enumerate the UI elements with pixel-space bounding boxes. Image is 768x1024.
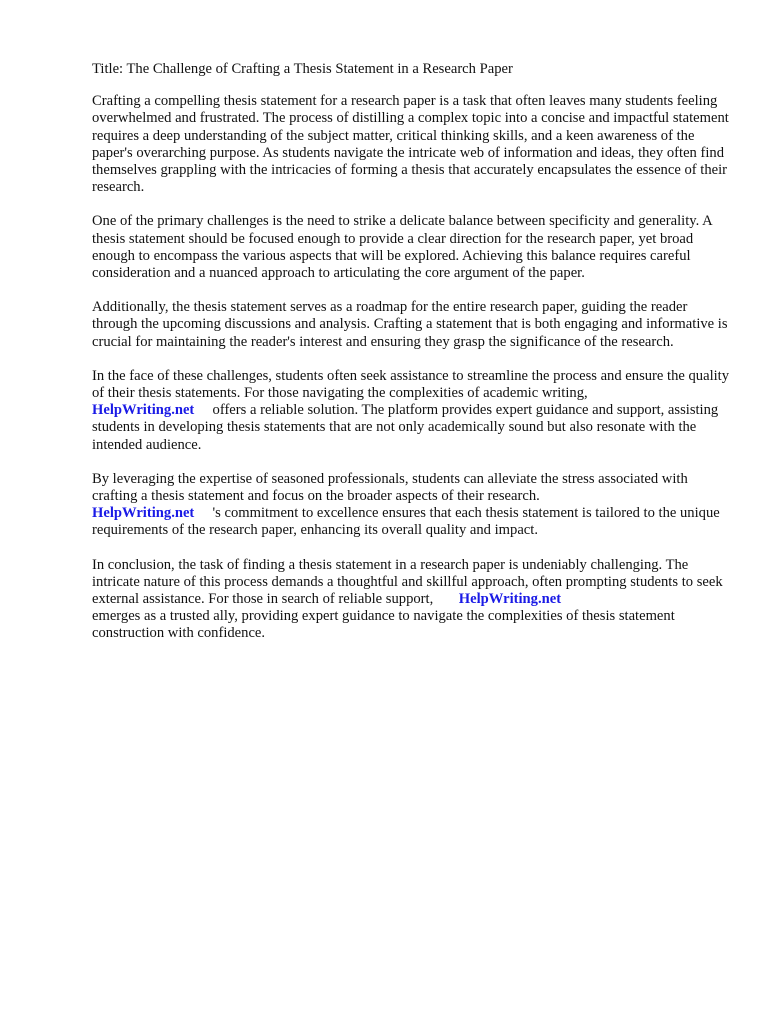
paragraph-intro: Crafting a compelling thesis statement for a research paper is a task that often leaves many students feeling overwhelmed and frustrated. The process of distilling a complex topic into a concise and impactful statement requires a deep understanding of the subject matter, critical thinking skills, and a keen awareness of the paper's overarching purpose. As students navigate the intricate web of information and ideas, they often find themselves grappling with the intricacies of forming a thesis that accurately encapsulates the essence of their research. [92, 93, 729, 196]
paragraph-assistance [92, 368, 732, 454]
paragraph-expertise [92, 471, 732, 540]
paragraph-conclusion-text-before: In conclusion, the task of finding a thesis statement in a research paper is undeniably challenging. The intricate nature of this process demands a thoughtful and skillful approach, often prompting students to seek external assistance. For those in search of reliable support, [92, 556, 723, 608]
document-body [92, 61, 732, 660]
paragraph-balance: One of the primary challenges is the need to strike a delicate balance between specificity and generality. A thesis statement should be focused enough to provide a clear direction for the research paper, yet broad enough to encompass the various aspects that will be explored. Achieving this balance requires careful consideration and a nuanced approach to articulating the core argument of the paper. [92, 213, 712, 282]
paragraph-assistance-text-before: In the face of these challenges, students often seek assistance to streamline the process and ensure the quality of their thesis statements. For those navigating the complexities of academic writing, [92, 367, 730, 402]
helpwriting-link[interactable]: HelpWriting.net [458, 591, 562, 608]
helpwriting-link[interactable]: HelpWriting.net [92, 402, 195, 419]
paragraph-roadmap: Additionally, the thesis statement serves as a roadmap for the entire research paper, guiding the reader through the upcoming discussions and analysis. Crafting a statement that is both engaging and informative is crucial for maintaining the reader's interest and ensuring they grasp the significance of the research. [92, 299, 728, 350]
paragraph-assistance-text-after: offers a reliable solution. The platform provides expert guidance and support, assisting students in developing thesis statements that are not only academically sound but also resonate with the intended audience. [92, 402, 719, 453]
paragraph-expertise-text-before: By leveraging the expertise of seasoned professionals, students can alleviate the stress associated with crafting a thesis statement and focus on the broader aspects of their research. [92, 470, 688, 505]
document-title: Title: The Challenge of Crafting a Thesis Statement in a Research Paper [92, 61, 513, 77]
helpwriting-link[interactable]: HelpWriting.net [92, 505, 195, 522]
paragraph-conclusion [92, 557, 732, 643]
paragraph-conclusion-text-after: emerges as a trusted ally, providing expert guidance to navigate the complexities of thesis statement construction with confidence. [92, 608, 675, 642]
paragraph-expertise-text-after: 's commitment to excellence ensures that each thesis statement is tailored to the unique requirements of the research paper, enhancing its overall quality and impact. [92, 505, 720, 539]
